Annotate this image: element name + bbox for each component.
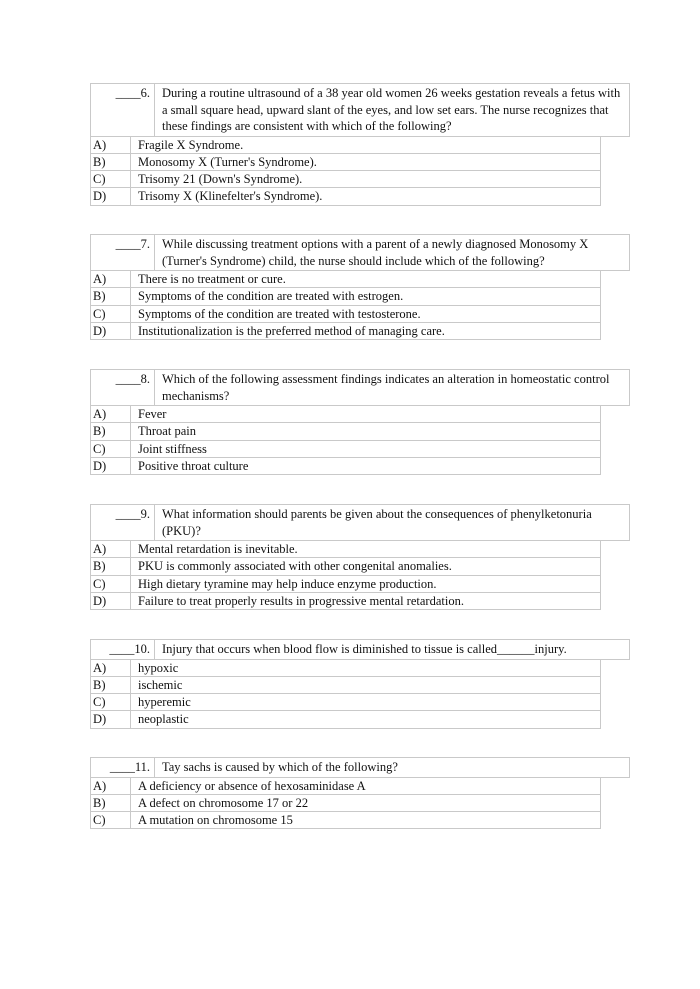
question-number: ____9.: [90, 504, 155, 541]
option-text: A defect on chromosome 17 or 22: [131, 795, 601, 812]
option-row: [90, 677, 630, 694]
option-label: D): [90, 711, 131, 728]
question-7: [90, 234, 630, 340]
option-label: A): [90, 137, 131, 154]
option-row: [90, 323, 630, 340]
option-text: Fever: [131, 406, 601, 423]
option-row: [90, 812, 630, 829]
question-text: What information should parents be given about the consequences of phenylketonuria (PKU)?: [155, 504, 630, 541]
option-row: [90, 188, 630, 205]
question-11: [90, 757, 630, 829]
option-label: B): [90, 154, 131, 171]
option-text: Joint stiffness: [131, 441, 601, 458]
option-label: C): [90, 171, 131, 188]
option-text: High dietary tyramine may help induce enzyme production.: [131, 576, 601, 593]
option-row: [90, 406, 630, 423]
option-row: [90, 694, 630, 711]
option-label: C): [90, 441, 131, 458]
option-label: B): [90, 795, 131, 812]
option-row: [90, 778, 630, 795]
option-row: [90, 593, 630, 610]
option-row: [90, 288, 630, 305]
option-label: D): [90, 323, 131, 340]
question-number: ____11.: [90, 757, 155, 778]
option-row: [90, 660, 630, 677]
option-text: Symptoms of the condition are treated with testosterone.: [131, 306, 601, 323]
option-text: Mental retardation is inevitable.: [131, 541, 601, 558]
option-label: C): [90, 306, 131, 323]
option-label: A): [90, 271, 131, 288]
option-row: [90, 137, 630, 154]
question-6: [90, 83, 630, 206]
option-row: [90, 576, 630, 593]
option-text: PKU is commonly associated with other congenital anomalies.: [131, 558, 601, 575]
option-text: Positive throat culture: [131, 458, 601, 475]
option-row: [90, 458, 630, 475]
option-text: There is no treatment or cure.: [131, 271, 601, 288]
option-label: A): [90, 660, 131, 677]
option-text: hypoxic: [131, 660, 601, 677]
option-row: [90, 271, 630, 288]
option-label: B): [90, 677, 131, 694]
option-text: Throat pain: [131, 423, 601, 440]
question-text: During a routine ultrasound of a 38 year old women 26 weeks gestation reveals a fetus with a small square head, upward slant of the eyes, and low set ears. The nurse recognizes that these findings are consistent with which of the following?: [155, 83, 630, 137]
option-label: A): [90, 406, 131, 423]
option-row: [90, 306, 630, 323]
option-text: A mutation on chromosome 15: [131, 812, 601, 829]
option-label: A): [90, 778, 131, 795]
question-10: [90, 639, 630, 729]
option-label: B): [90, 423, 131, 440]
option-text: neoplastic: [131, 711, 601, 728]
option-label: C): [90, 812, 131, 829]
question-number: ____10.: [90, 639, 155, 660]
option-text: Failure to treat properly results in progressive mental retardation.: [131, 593, 601, 610]
question-text: While discussing treatment options with a parent of a newly diagnosed Monosomy X (Turner's Syndrome) child, the nurse should include which of the following?: [155, 234, 630, 271]
option-row: [90, 171, 630, 188]
option-text: A deficiency or absence of hexosaminidase A: [131, 778, 601, 795]
option-text: hyperemic: [131, 694, 601, 711]
question-text: Which of the following assessment findings indicates an alteration in homeostatic control mechanisms?: [155, 369, 630, 406]
option-text: Symptoms of the condition are treated with estrogen.: [131, 288, 601, 305]
option-label: D): [90, 188, 131, 205]
option-row: [90, 795, 630, 812]
option-row: [90, 154, 630, 171]
question-number: ____6.: [90, 83, 155, 137]
option-label: A): [90, 541, 131, 558]
option-text: Trisomy X (Klinefelter's Syndrome).: [131, 188, 601, 205]
option-label: B): [90, 558, 131, 575]
option-label: C): [90, 694, 131, 711]
option-row: [90, 423, 630, 440]
option-text: Trisomy 21 (Down's Syndrome).: [131, 171, 601, 188]
question-number: ____8.: [90, 369, 155, 406]
option-row: [90, 711, 630, 728]
option-text: Fragile X Syndrome.: [131, 137, 601, 154]
option-text: Monosomy X (Turner's Syndrome).: [131, 154, 601, 171]
question-8: [90, 369, 630, 475]
option-label: B): [90, 288, 131, 305]
option-text: ischemic: [131, 677, 601, 694]
option-row: [90, 441, 630, 458]
option-label: D): [90, 593, 131, 610]
question-text: Tay sachs is caused by which of the following?: [155, 757, 630, 778]
question-number: ____7.: [90, 234, 155, 271]
option-row: [90, 558, 630, 575]
option-text: Institutionalization is the preferred method of managing care.: [131, 323, 601, 340]
option-label: D): [90, 458, 131, 475]
question-9: [90, 504, 630, 610]
question-text: Injury that occurs when blood flow is diminished to tissue is called______injury.: [155, 639, 630, 660]
option-label: C): [90, 576, 131, 593]
option-row: [90, 541, 630, 558]
